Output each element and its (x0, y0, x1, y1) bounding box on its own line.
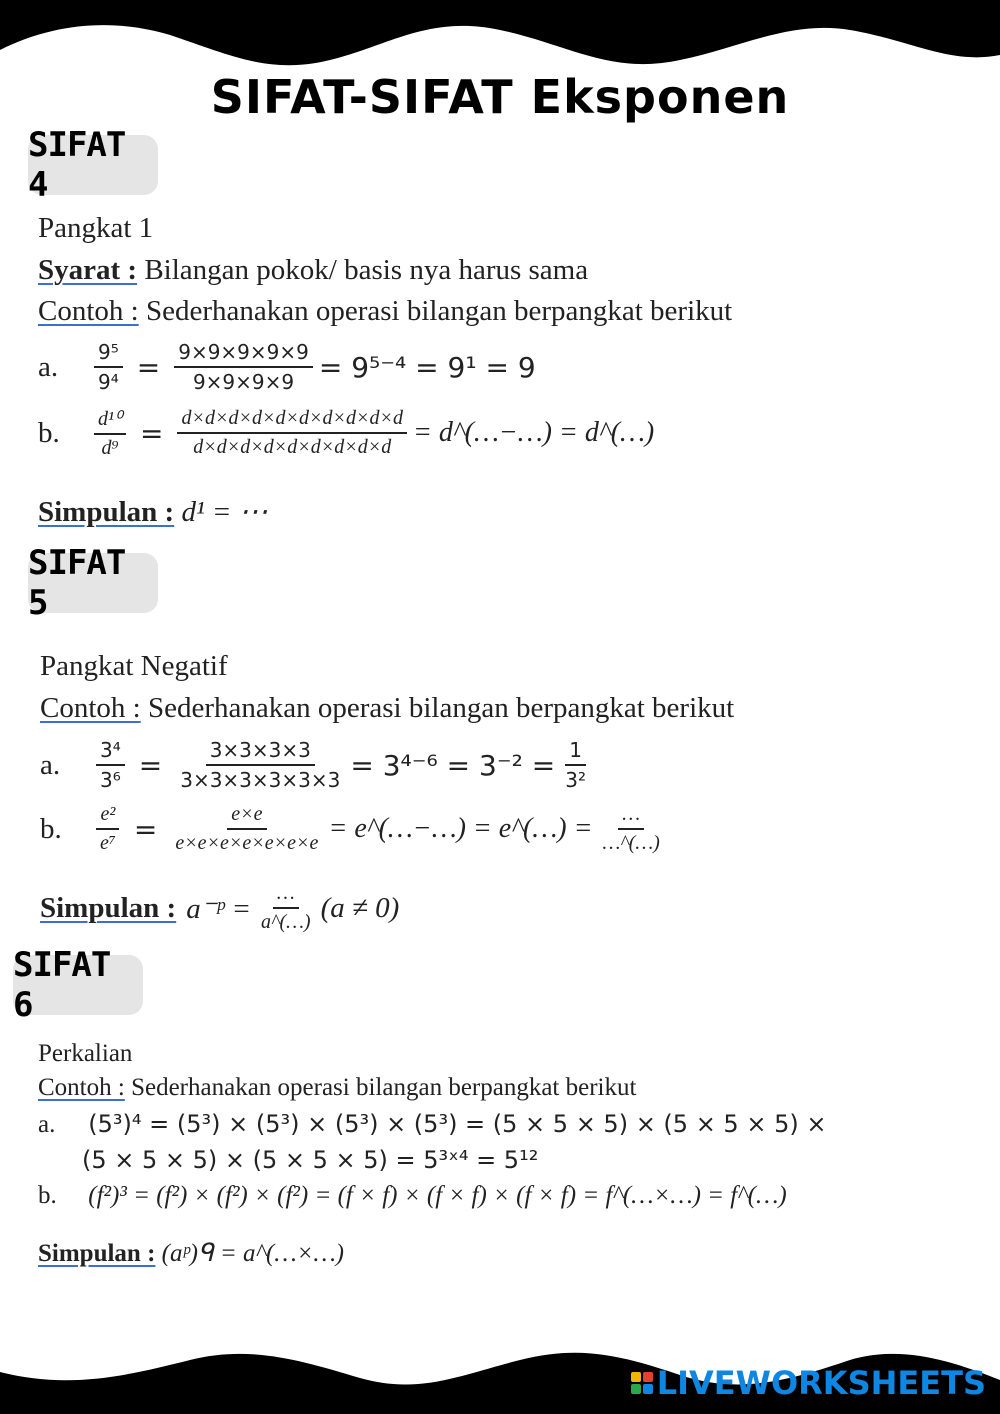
expression: (5³)⁴ = (5³) × (5³) × (5³) × (5³) = (5 × 5 × 5) × (5 × 5 × 5) × (88, 1110, 827, 1138)
section-badge-sifat-4: SIFAT 4 (28, 135, 158, 195)
fraction-numerator: 3⁴ (96, 738, 125, 766)
fraction (94, 406, 126, 460)
fraction-denominator: 3×3×3×3×3×3 (180, 768, 341, 792)
fraction-denominator: 3⁶ (100, 768, 121, 792)
expression: (5 × 5 × 5) × (5 × 5 × 5) = 5³ˣ⁴ = 5¹² (82, 1146, 539, 1174)
logo-icon (631, 1372, 653, 1394)
simpulan-label: Simpulan : (38, 496, 175, 528)
fraction-numerator: … (618, 803, 644, 830)
simpulan-label: Simpulan : (38, 1240, 156, 1267)
example-item-a-line2 (82, 1146, 538, 1175)
item-letter: a. (38, 350, 59, 383)
fraction-denominator: a^(…) (261, 911, 311, 933)
contoh-label: Contoh : (38, 1074, 125, 1101)
item-letter: b. (38, 416, 60, 449)
fraction-numerator: 3×3×3×3 (206, 738, 315, 766)
fraction-numerator: e² (96, 803, 119, 830)
simpulan-expression: d¹ = ⋯ (181, 496, 268, 528)
liveworksheets-logo (631, 1364, 986, 1402)
example-item-a (38, 340, 536, 394)
section-heading: Perkalian (38, 1040, 133, 1067)
example-item-b (38, 1182, 787, 1210)
fraction-numerator: d×d×d×d×d×d×d×d×d×d (177, 407, 406, 434)
simpulan-line (40, 882, 399, 934)
section-badge-sifat-5: SIFAT 5 (28, 553, 158, 613)
contoh-text: Sederhanakan operasi bilangan berpangkat berikut (147, 692, 735, 724)
fraction-numerator: 9⁵ (94, 340, 123, 368)
page-title: SIFAT-SIFAT Eksponen (210, 70, 790, 124)
equals-sign: = (140, 416, 164, 450)
item-letter: b. (38, 1182, 57, 1209)
fraction (598, 803, 663, 855)
item-letter: b. (40, 812, 62, 845)
contoh-line (40, 692, 734, 725)
fraction (96, 803, 120, 855)
fraction-denominator: …^(…) (602, 832, 660, 854)
syarat-line (38, 254, 588, 287)
equals-sign: = (133, 812, 158, 846)
contoh-text: Sederhanakan operasi bilangan berpangkat berikut (145, 295, 733, 327)
fraction-denominator: e×e×e×e×e×e×e (175, 832, 319, 854)
equals-sign: = (136, 350, 161, 384)
example-item-b (40, 803, 670, 855)
expression: (f²)³ = (f²) × (f²) × (f²) = (f × f) × (f × f) × (f × f) = f^(…×…) = f^(…) (88, 1182, 787, 1209)
fraction (257, 882, 315, 934)
simpulan-label: Simpulan : (40, 891, 177, 924)
item-letter: a. (40, 748, 61, 781)
fraction (174, 340, 313, 394)
contoh-label: Contoh : (38, 295, 139, 327)
equals-sign: = (138, 748, 163, 782)
expression-rest: = d^(…−…) = d^(…) (412, 417, 655, 448)
syarat-text: Bilangan pokok/ basis nya harus sama (144, 254, 589, 286)
simpulan-line (38, 494, 268, 529)
fraction-denominator: 9×9×9×9 (192, 370, 295, 394)
fraction-denominator: 3² (565, 768, 586, 792)
expression-rest: = 9⁵⁻⁴ = 9¹ = 9 (318, 350, 536, 384)
section-heading: Pangkat 1 (38, 212, 154, 244)
example-item-a (40, 738, 596, 792)
fraction (561, 738, 590, 792)
section-heading: Pangkat Negatif (40, 650, 228, 682)
fraction-denominator: e⁷ (100, 832, 116, 854)
fraction-numerator: 9×9×9×9×9 (174, 340, 313, 368)
fraction-numerator: 1 (565, 738, 586, 766)
contoh-label: Contoh : (40, 692, 141, 724)
contoh-line (38, 1074, 636, 1102)
fraction (171, 803, 322, 855)
fraction-denominator: 9⁴ (98, 370, 119, 394)
example-item-b (38, 406, 654, 460)
fraction-numerator: … (273, 882, 299, 909)
contoh-text: Sederhanakan operasi bilangan berpangkat berikut (131, 1074, 637, 1101)
logo-text: LIVEWORKSHEETS (656, 1364, 986, 1402)
fraction (176, 738, 344, 792)
contoh-line (38, 295, 732, 328)
fraction (94, 340, 123, 394)
syarat-label: Syarat : (38, 254, 138, 286)
simpulan-expression: a⁻ᵖ = (186, 892, 252, 925)
section-badge-sifat-6: SIFAT 6 (13, 955, 143, 1015)
fraction-denominator: d⁹ (101, 437, 119, 459)
fraction-numerator: d¹⁰ (94, 406, 126, 435)
fraction-denominator: d×d×d×d×d×d×d×d×d (193, 436, 392, 458)
fraction (177, 407, 406, 459)
fraction-numerator: e×e (227, 803, 266, 830)
expression-rest: = 3⁴⁻⁶ = 3⁻² = (350, 748, 556, 782)
simpulan-line (38, 1238, 344, 1268)
simpulan-condition: (a ≠ 0) (320, 891, 400, 924)
item-letter: a. (38, 1111, 56, 1138)
example-item-a-line1 (38, 1110, 826, 1139)
simpulan-expression: (aᵖ)ᑫ = a^(…×…) (161, 1240, 344, 1267)
fraction (96, 738, 125, 792)
expression-rest: = e^(…−…) = e^(…) = (328, 813, 593, 844)
